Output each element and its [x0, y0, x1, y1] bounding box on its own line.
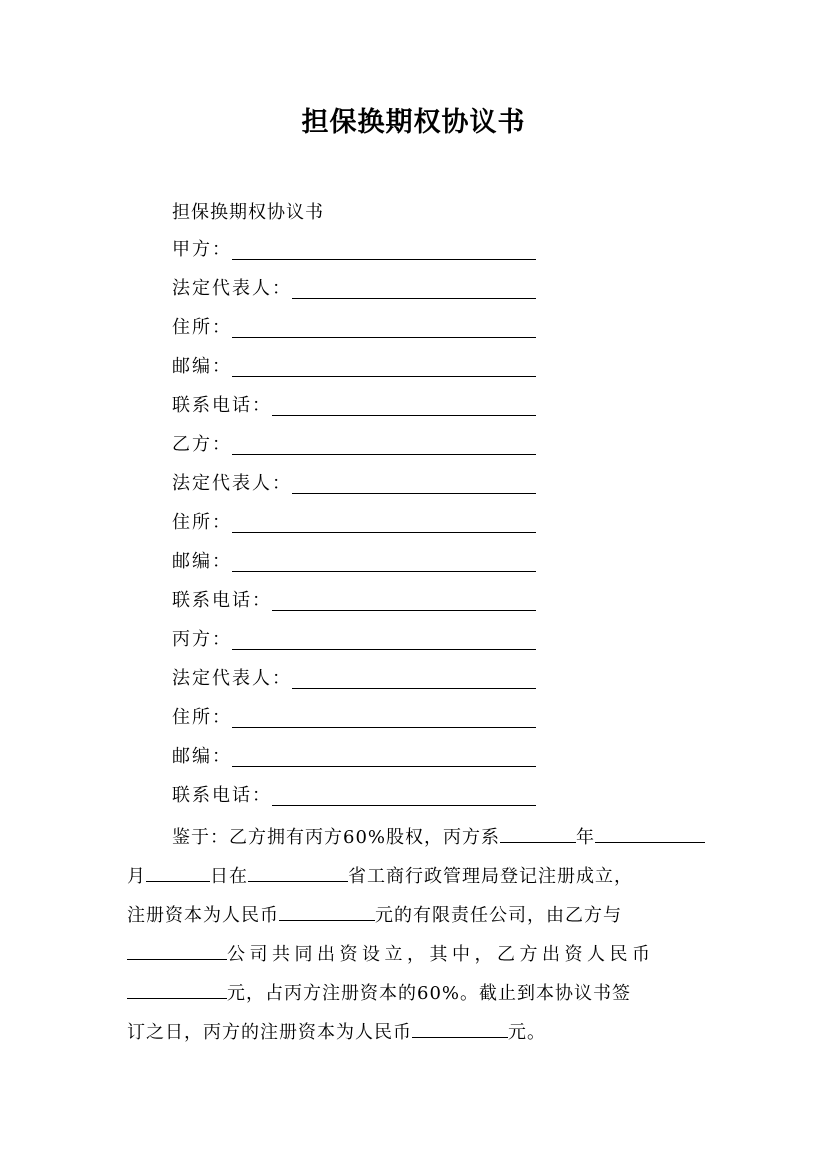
- fill-in-blank: [292, 278, 536, 299]
- party-a-phone-field: [172, 390, 536, 418]
- paragraph-text: 月: [127, 866, 146, 887]
- fill-in-blank: [127, 980, 227, 999]
- fill-in-blank: [279, 902, 375, 921]
- field-label: 邮编：: [172, 551, 232, 572]
- paragraph-text: 年: [576, 827, 596, 848]
- party-c-phone-field: [172, 780, 536, 808]
- fill-in-blank: [292, 473, 536, 494]
- fill-in-blank: [500, 824, 576, 843]
- fill-in-blank: [232, 434, 536, 455]
- recital-paragraph: [127, 818, 705, 1052]
- fill-in-blank: [272, 395, 536, 416]
- party-c-field: [172, 624, 536, 652]
- party-a-postcode-field: [172, 351, 536, 379]
- party-b-representative-field: [172, 468, 536, 496]
- paragraph-text: 元，占丙方注册资本的60%。截止到本协议书签: [227, 983, 632, 1004]
- field-label: 乙方：: [172, 434, 232, 455]
- party-a-address-field: [172, 312, 536, 340]
- party-b-phone-field: [172, 585, 536, 613]
- field-label: 邮编：: [172, 746, 232, 767]
- fill-in-blank: [272, 590, 536, 611]
- party-a-representative-field: [172, 273, 536, 301]
- fill-in-blank: [127, 941, 227, 960]
- field-label: 法定代表人：: [172, 473, 292, 494]
- paragraph-text: 鉴于：乙方拥有丙方60%股权，丙方系: [172, 827, 501, 848]
- field-label: 联系电话：: [172, 785, 272, 806]
- paragraph-text: 订之日，丙方的注册资本为人民币: [127, 1022, 412, 1043]
- fill-in-blank: [595, 824, 705, 843]
- fill-in-blank: [232, 317, 536, 338]
- field-label: 法定代表人：: [172, 278, 292, 299]
- field-label: 丙方：: [172, 629, 232, 650]
- field-label: 甲方：: [172, 239, 232, 260]
- paragraph-line: [127, 818, 705, 857]
- party-c-representative-field: [172, 663, 536, 691]
- fill-in-blank: [232, 356, 536, 377]
- fill-in-blank: [232, 551, 536, 572]
- paragraph-text: 元的有限责任公司，由乙方与: [375, 905, 622, 926]
- party-b-postcode-field: [172, 546, 536, 574]
- paragraph-line: [127, 896, 705, 935]
- field-label: 住所：: [172, 317, 232, 338]
- party-b-address-field: [172, 507, 536, 535]
- paragraph-line: [127, 857, 705, 896]
- fill-in-blank: [232, 512, 536, 533]
- paragraph-text: 省工商行政管理局登记注册成立，: [348, 866, 633, 887]
- field-label: 邮编：: [172, 356, 232, 377]
- paragraph-text: 公司共同出资设立，其中，乙方出资人民币: [227, 944, 655, 965]
- paragraph-text: 日在: [210, 866, 248, 887]
- paragraph-line: [127, 935, 705, 974]
- fill-in-blank: [272, 785, 536, 806]
- fill-in-blank: [232, 746, 536, 767]
- fill-in-blank: [248, 863, 348, 882]
- fill-in-blank: [412, 1019, 508, 1038]
- party-b-field: [172, 429, 536, 457]
- field-label: 法定代表人：: [172, 668, 292, 689]
- field-label: 住所：: [172, 707, 232, 728]
- document-title: 担保换期权协议书: [301, 107, 526, 138]
- paragraph-text: 注册资本为人民币: [127, 905, 279, 926]
- paragraph-text: 元。: [508, 1022, 546, 1043]
- field-label: 住所：: [172, 512, 232, 533]
- paragraph-line: [127, 974, 705, 1013]
- party-c-address-field: [172, 702, 536, 730]
- document-subtitle: 担保换期权协议书: [172, 202, 324, 223]
- field-label: 联系电话：: [172, 590, 272, 611]
- paragraph-line: [127, 1013, 705, 1052]
- fill-in-blank: [232, 629, 536, 650]
- fill-in-blank: [292, 668, 536, 689]
- fill-in-blank: [232, 239, 536, 260]
- fill-in-blank: [146, 863, 210, 882]
- party-a-field: [172, 234, 536, 262]
- fill-in-blank: [232, 707, 536, 728]
- field-label: 联系电话：: [172, 395, 272, 416]
- party-c-postcode-field: [172, 741, 536, 769]
